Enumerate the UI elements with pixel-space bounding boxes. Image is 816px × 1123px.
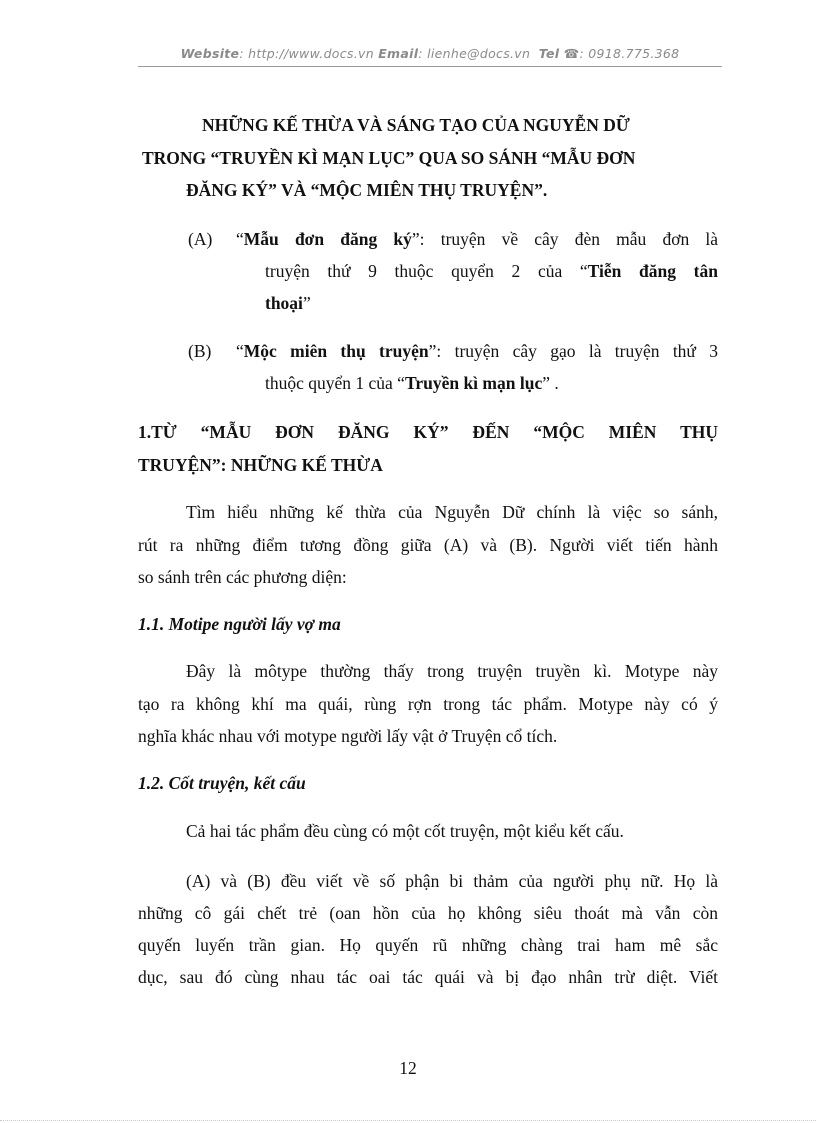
page-bottom-border — [0, 1120, 816, 1121]
section-1-2-paragraph-2-line-2: những cô gái chết trẻ (oan hồn của họ không siêu thoát mà vẫn còn — [138, 903, 718, 923]
document-title-line-1: NHỮNG KẾ THỪA VÀ SÁNG TẠO CỦA NGUYỄN DỮ — [202, 115, 630, 135]
item-a-line-2: truyện thứ 9 thuộc quyển 2 của “Tiễn đăng tân — [265, 261, 718, 281]
item-a-name: Mẫu đơn đăng ký — [243, 229, 412, 249]
document-title-line-3: ĐĂNG KÝ” VÀ “MỘC MIÊN THỤ TRUYỆN”. — [186, 180, 548, 200]
section-1-2-line-1: Cả hai tác phẩm đều cùng có một cốt truyện, một kiểu kết cấu. — [186, 821, 624, 841]
item-a-letter: (A) — [188, 229, 213, 249]
section-1-heading-line-2: TRUYỆN”: NHỮNG KẾ THỪA — [138, 455, 383, 475]
item-a-line-3: thoại” — [265, 293, 311, 313]
section-1-heading-line-1: 1.TỪ “MẪU ĐƠN ĐĂNG KÝ” ĐẾN “MỘC MIÊN THỤ — [138, 422, 718, 442]
website-value: : http://www.docs.vn — [239, 46, 374, 61]
website-label: Website — [180, 46, 240, 61]
item-b-line-1: “Mộc miên thụ truyện”: truyện cây gạo là truyện thứ 3 — [236, 341, 718, 361]
section-1-1-line-2: tạo ra không khí ma quái, rùng rợn trong tác phẩm. Motype này có ý — [138, 694, 718, 714]
section-1-2-paragraph-2-line-1: (A) và (B) đều viết về số phận bi thảm của người phụ nữ. Họ là — [186, 871, 718, 891]
item-b-line-2: thuộc quyển 1 của “Truyền kì mạn lục” . — [265, 373, 559, 393]
document-title-line-2: TRONG “TRUYỀN KÌ MẠN LỤC” QUA SO SÁNH “MẪU ĐƠN — [142, 148, 636, 168]
item-b-name: Mộc miên thụ truyện — [243, 341, 429, 361]
section-1-2-heading: 1.2. Cốt truyện, kết cấu — [138, 773, 306, 793]
section-1-1-line-3: nghĩa khác nhau với motype người lấy vật ở Truyện cổ tích. — [138, 726, 558, 746]
tel-label: Tel — [538, 46, 560, 61]
email-label: Email — [378, 46, 419, 61]
page-header — [138, 46, 722, 61]
section-1-2-paragraph-2-line-3: quyến luyến trần gian. Họ quyến rũ những chàng trai ham mê sắc — [138, 935, 718, 955]
item-a-source: Tiễn đăng tân — [587, 261, 718, 281]
header-divider — [138, 66, 722, 67]
section-1-1-heading: 1.1. Motipe người lấy vợ ma — [138, 614, 341, 634]
item-a-line-1: “Mẫu đơn đăng ký”: truyện về cây đèn mẫu đơn là — [236, 229, 719, 249]
tel-value: ☎: 0918.775.368 — [563, 46, 680, 61]
section-1-1-line-1: Đây là môtype thường thấy trong truyện truyền kì. Motype này — [186, 661, 718, 681]
item-b-letter: (B) — [188, 341, 212, 361]
item-b-source: Truyền kì mạn lục — [404, 373, 543, 393]
email-value: : lienhe@docs.vn — [418, 46, 531, 61]
section-1-2-paragraph-2-line-4: dục, sau đó cùng nhau tác oai tác quái và bị đạo nhân trừ diệt. Viết — [138, 967, 718, 987]
section-1-paragraph-line-1: Tìm hiểu những kế thừa của Nguyễn Dữ chính là việc so sánh, — [186, 502, 718, 522]
section-1-paragraph-line-2: rút ra những điểm tương đồng giữa (A) và (B). Người viết tiến hành — [138, 535, 718, 555]
page-number: 12 — [399, 1058, 417, 1078]
section-1-paragraph-line-3: so sánh trên các phương diện: — [138, 567, 347, 587]
